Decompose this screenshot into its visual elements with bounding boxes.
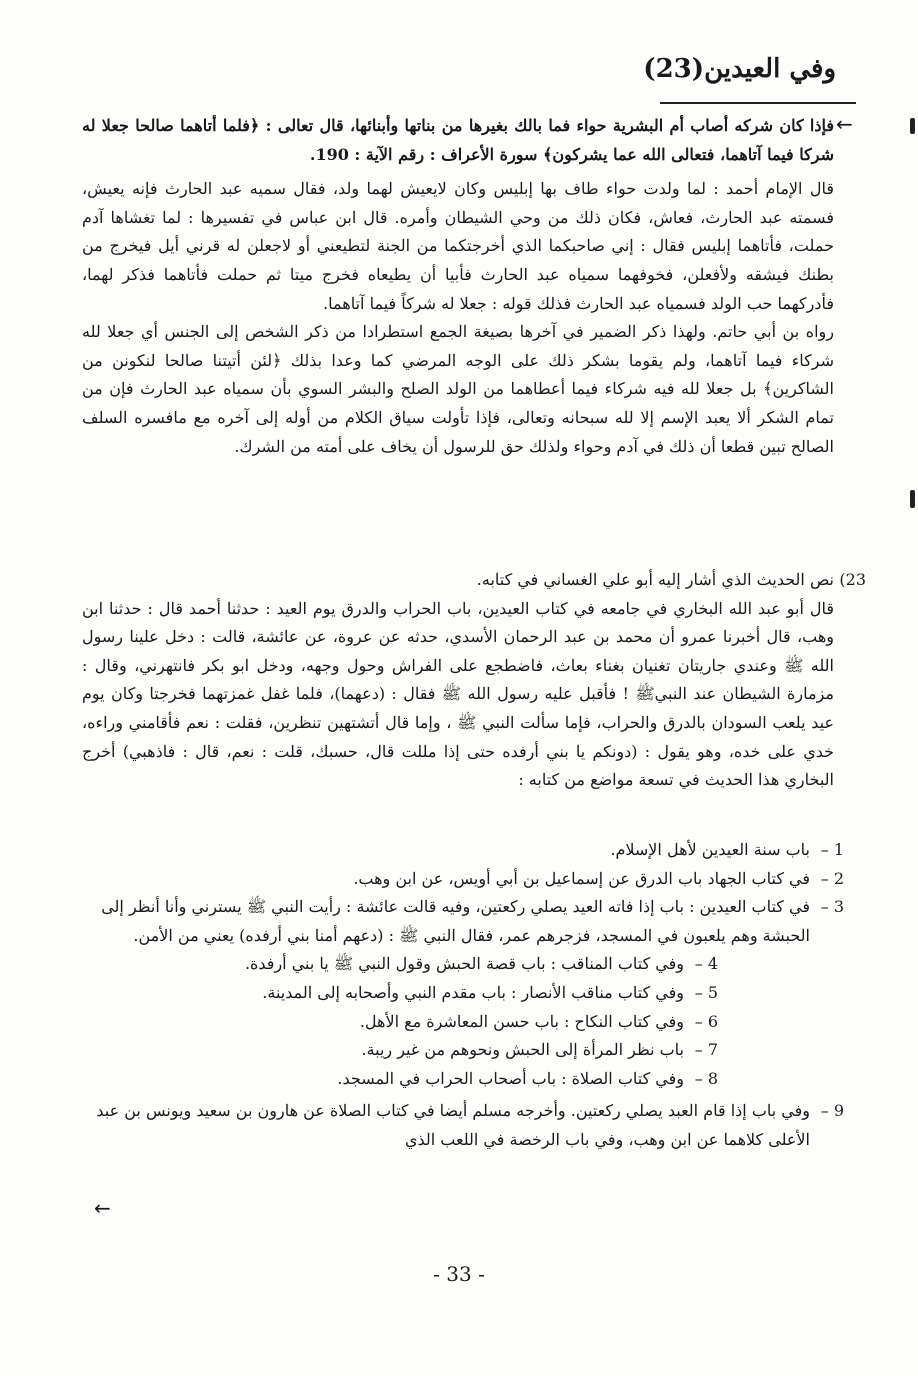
footnote-number: 23)	[839, 570, 866, 589]
page-number: - 33 -	[433, 1262, 485, 1286]
running-head	[643, 54, 856, 104]
continuation-arrow-bottom: ←	[94, 1196, 111, 1220]
list-item: 6 – وفي كتاب النكاح : باب حسن المعاشرة مع الأهل.	[359, 1011, 718, 1031]
scan-edge-mark	[910, 118, 915, 134]
note-paragraph-abi-hatim: رواه بن أبي حاتم. ولهذا ذكر الضمير في آخرها بصيغة الجمع استطرادا من ذكر الشخص إلى الجنس أي جعلا لله شركاء فيما آتاهما، ولم يقوما بشكر ذلك على الوجه المرضي كما وعدا بذلك ﴿لئن أتيتنا صالحا لنكونن من الشاكرين﴾ بل جعلا لله فيه شركاء فيما أعطاهما من الولد الصلح والبشر السوي بأن سمياه عبد الحارث فإن من تمام الشكر ألا يعبد الإسم إلا لله سبحانه وتعالى، فإذا تأولت سياق الكلام من أوله إلى آخره مع مافسره السلف الصالح تبين قطعا أن ذلك في آدم وحواء ولذلك حق للرسول أن يخاف على أمته من الشرك.	[82, 322, 835, 456]
footnote-lead: نص الحديث الذي أشار إليه أبو علي الغساني في كتابه.	[476, 570, 834, 589]
bukhari-locations-list	[82, 836, 844, 1155]
list-item: 3 – في كتاب العيدين : باب إذا فاته العيد يصلي ركعتين، وفيه قالت عائشة : رأيت النبي ﷺ يسترني وأنا أنظر إلى الحبشة وهم يلعبون في المسجد، فزجرهم عمر، فقال النبي ﷺ : (دعهم أمنا بني أرفده) يعني من الأمن.	[101, 897, 844, 945]
note-paragraph-ahmad: قال الإمام أحمد : لما ولدت حواء طاف بها إبليس وكان لايعيش لهما ولد، فقال سميه عبد الحارث فإنه يعيش، فسمته عبد الحارث، فعاش، فكان ذلك من وحي الشيطان وأمره. قال ابن عباس في تفسيرها : لما تغشاها آدم حملت، فأتاهما إبليس فقال : إني صاحبكما الذي أخرجتكما من الجنة لتطيعني أو لاجعلن له قرني أيل فيخرج من بطنك فيشقه ولأفعلن، فخوفهما سمياه عبد الحارث فأبيا أن يطيعاه فخرج ميتا ثم حملت فأتاهما فذكر لهما، فأدركهما حب الولد فسمياه عبد الحارث فذلك قوله : جعلا له شركاً فيما آتاهما.	[82, 179, 834, 313]
list-item: 2 – في كتاب الجهاد باب الدرق عن إسماعيل بن أبي أويس، عن ابن وهب.	[353, 868, 844, 888]
list-item: 8 – وفي كتاب الصلاة : باب أصحاب الحراب في المسجد.	[337, 1068, 718, 1088]
continued-note	[82, 112, 834, 461]
footnote-hadith: قال أبو عبد الله البخاري في جامعه في كتاب العيدين، باب الحراب والدرق يوم العيد : حدثنا أحمد قال : حدثنا ابن وهب، قال أخبرنا عمرو أن محمد بن عبد الرحمان الأسدي، حدثه عن عروة، عن عائشة، قالت : دخل علينا رسول الله ﷺ وعندي جاريتان تغنيان بغناء بعاث، فاضطجع على الفراش وحول وجهه، ودخل ابو بكر فانتهرني، وقال : مزمارة الشيطان عند النبيﷺ ! فأقبل عليه رسول الله ﷺ فقال : (دعهما)، فلما غفل غمزتهما فخرجتا وكان يوم عيد يلعب السودان بالدرق والحراب، فإما سألت النبي ﷺ ، وإما قال أتشتهين تنظرين، فقلت : نعم فأقامني وراءه، خدي على خده، وهو يقول : (دونكم يا بني أرفده حتى إذا مللت قال، حسبك، قلت : نعم، قال : فاذهبي) أخرج البخاري هذا الحديث في تسعة مواضع من كتابه :	[82, 598, 835, 790]
continuation-arrow-top: ←	[836, 112, 853, 136]
list-item: 1 – باب سنة العيدين لأهل الإسلام.	[610, 840, 844, 859]
scan-edge-mark	[910, 490, 915, 508]
list-item: 4 – وفي كتاب المناقب : باب قصة الحبش وقول النبي ﷺ يا بني أرفدة.	[244, 954, 718, 974]
note-paragraph-verse: فإذا كان شركه أصاب أم البشرية حواء فما بالك بغيرها من بناتها وأبنائها، قال تعالى : ﴿فلما أتاهما صالحا جعلا له شركا فيما آتاهما، فتعالى الله عما يشركون﴾ سورة الأعراف : رقم الآية : 190.	[82, 116, 834, 164]
running-head-title: وفي العيدين(23)	[643, 54, 836, 84]
list-item: 7 – باب نظر المرأة إلى الحبش ونحوهم من غير ريبة.	[361, 1040, 718, 1060]
running-head-rule	[660, 102, 856, 104]
list-item: 9 – وفي باب إذا قام العبد يصلي ركعتين. وأخرجه مسلم أيضا في كتاب الصلاة عن هارون بن سعيد ويونس بن عبد الأعلى كلاهما عن ابن وهب، وفي باب الرخصة في اللعب الذي	[96, 1101, 844, 1149]
list-item: 5 – وفي كتاب مناقب الأنصار : باب مقدم النبي وأصحابه إلى المدينة.	[262, 982, 718, 1002]
footnote-23	[82, 566, 866, 795]
